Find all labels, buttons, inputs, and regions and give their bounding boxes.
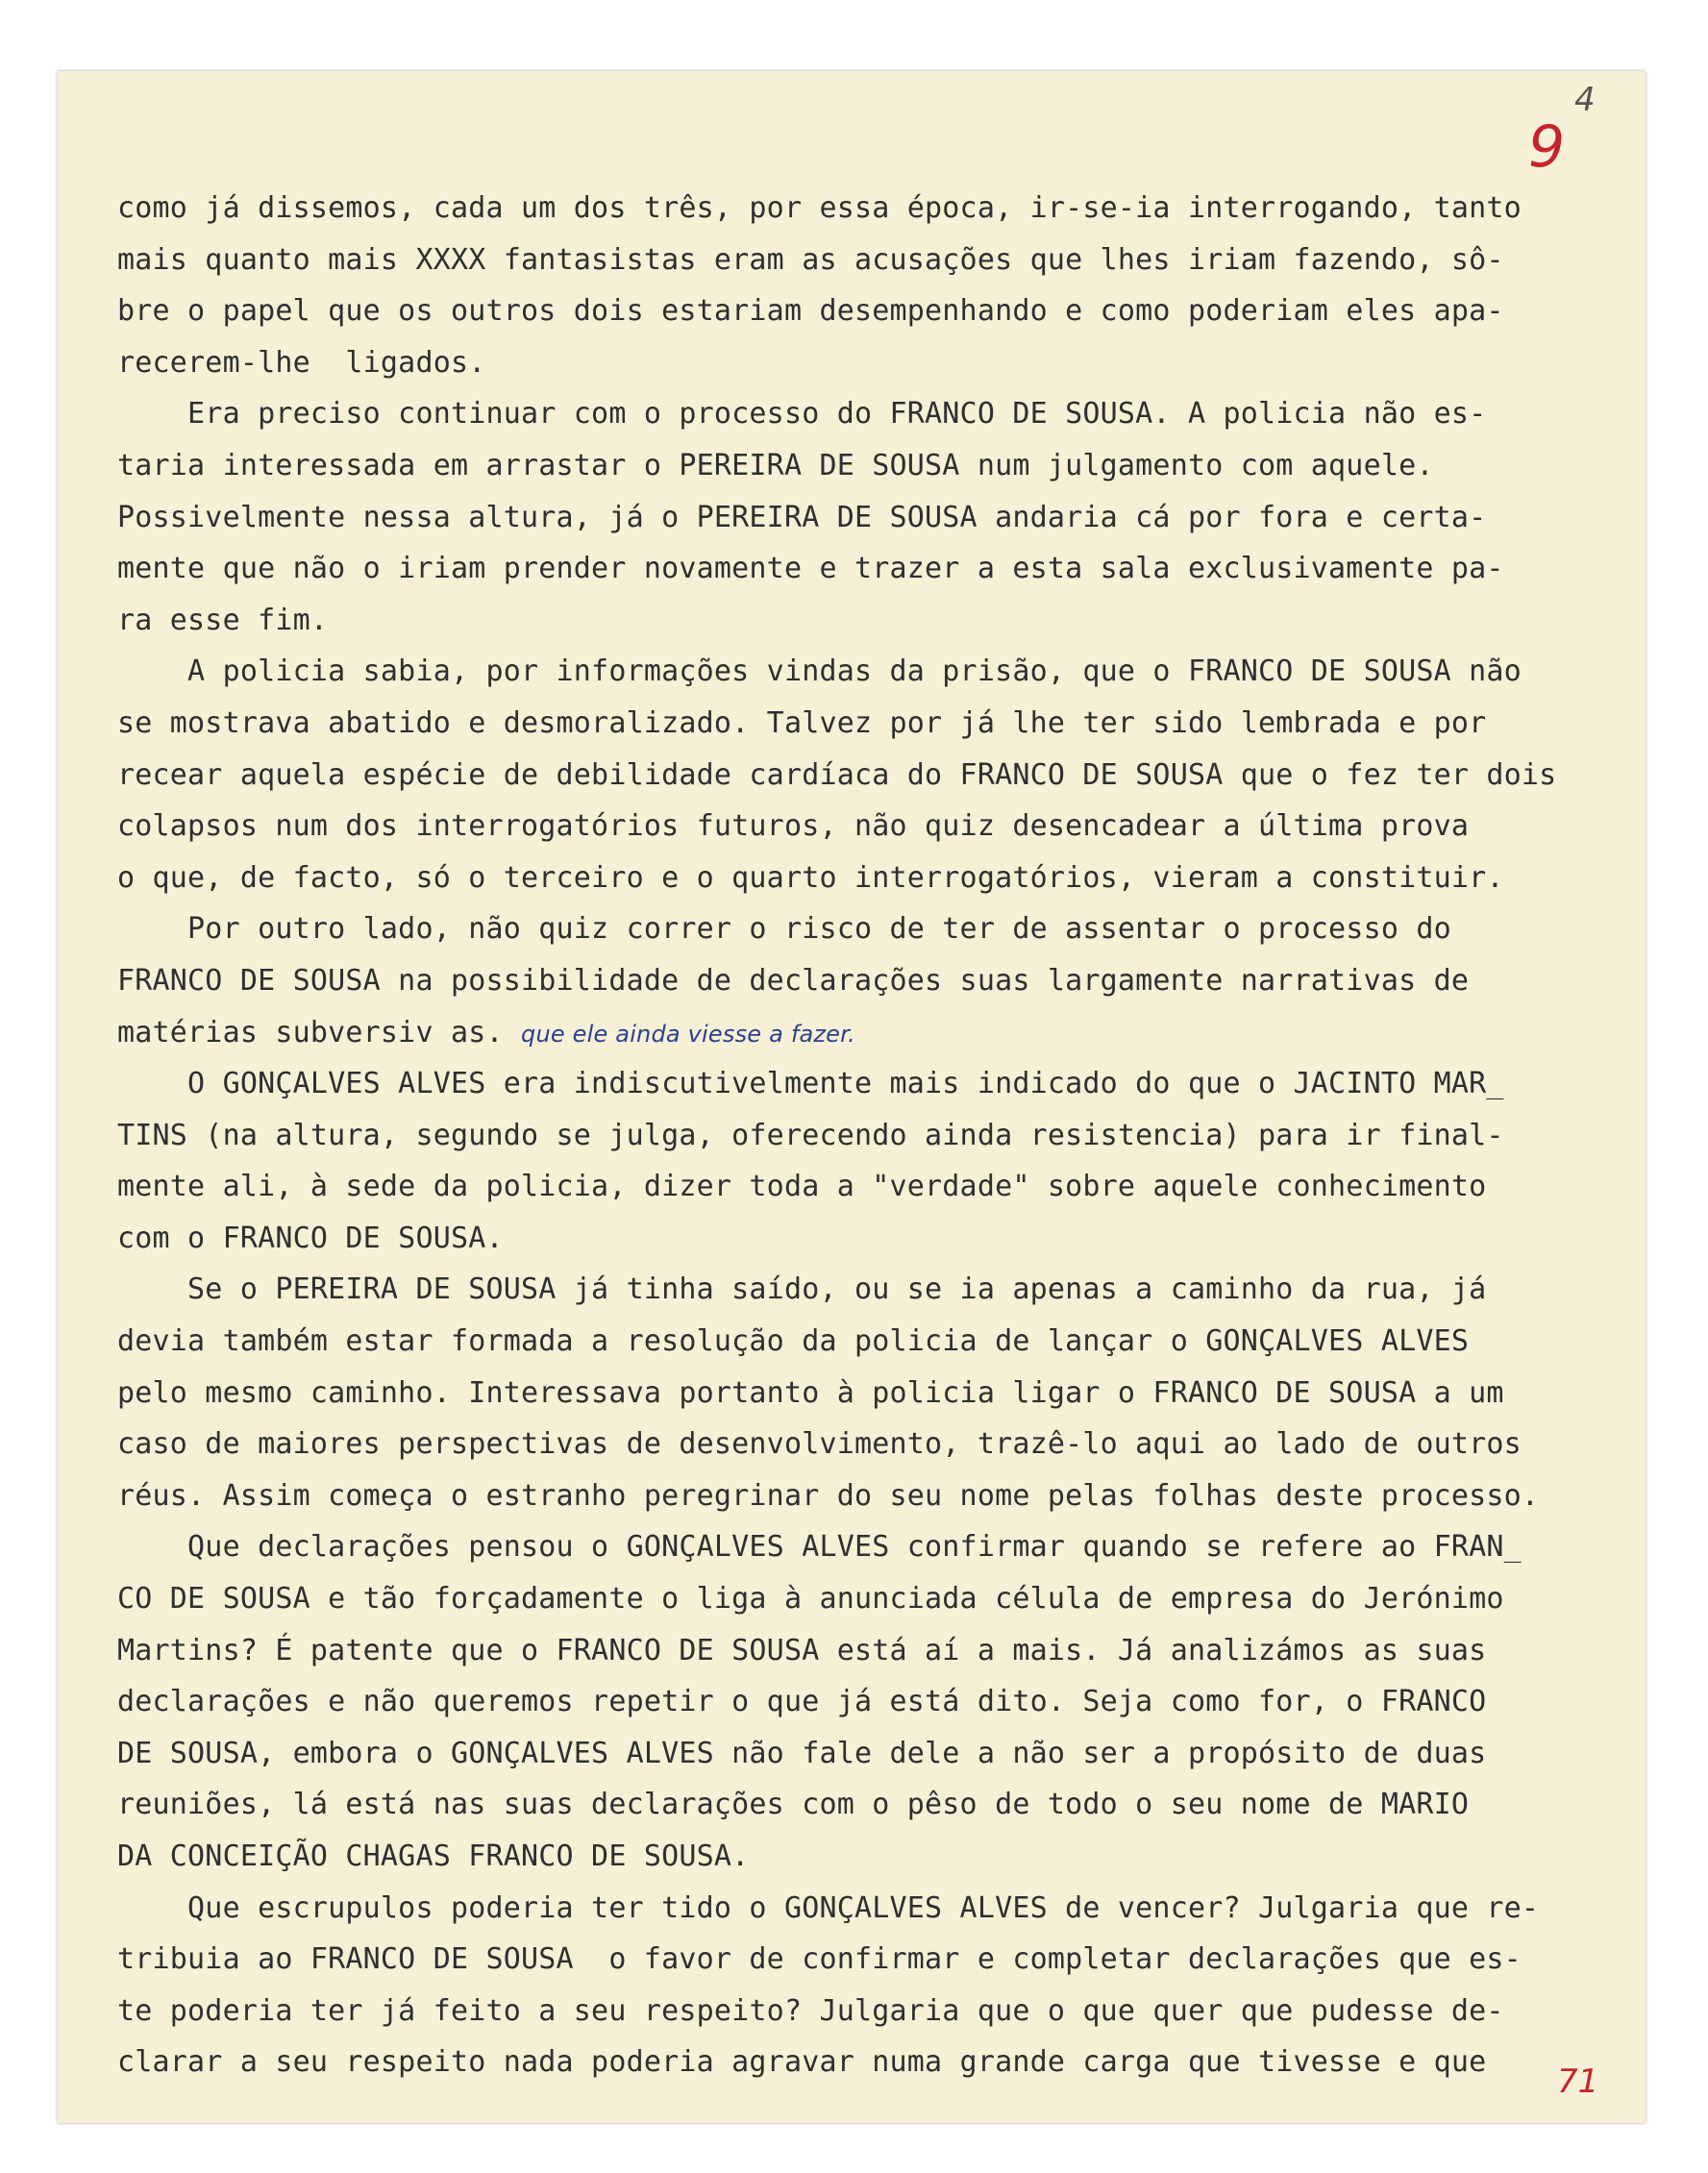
- text-line: [117, 2037, 1617, 2088]
- text-line: [117, 337, 1617, 389]
- typed-text: o que, de facto, só o terceiro e o quarto interrogatórios, vieram a constituir.: [117, 860, 1504, 895]
- text-line: [117, 1470, 1617, 1522]
- typed-text: matérias subversiv as.: [117, 1015, 522, 1049]
- typed-text: réus. Assim começa o estranho peregrinar do seu nome pelas folhas deste processo.: [117, 1478, 1540, 1513]
- typed-text: pelo mesmo caminho. Interessava portanto à policia ligar o FRANCO DE SOUSA a um: [117, 1375, 1504, 1410]
- typed-text: com o FRANCO DE SOUSA.: [117, 1221, 504, 1255]
- typewritten-page: [58, 71, 1646, 2123]
- typed-text: tribuia ao FRANCO DE SOUSA o favor de confirmar e completar declarações que es-: [117, 1942, 1522, 1977]
- text-line: [117, 235, 1617, 286]
- typed-text: caso de maiores perspectivas de desenvolvimento, trazê-lo aqui ao lado de outros: [117, 1427, 1522, 1462]
- text-line: [117, 1883, 1617, 1935]
- typed-text: Que declarações pensou o GONÇALVES ALVES confirmar quando se refere ao FRAN_: [117, 1530, 1522, 1565]
- typed-text: recerem-lhe ligados.: [117, 345, 486, 380]
- typed-text: Que escrupulos poderia ter tido o GONÇALVES ALVES de vencer? Julgaria que re-: [117, 1890, 1540, 1925]
- typed-text: TINS (na altura, segundo se julga, oferecendo ainda resistencia) para ir final-: [117, 1118, 1504, 1152]
- typed-text: bre o papel que os outros dois estariam desempenhando e como poderiam eles apa-: [117, 294, 1504, 329]
- text-line: [117, 852, 1617, 904]
- text-line: [117, 801, 1617, 852]
- text-line: [117, 595, 1617, 647]
- body-text: [117, 183, 1617, 2088]
- text-line: [117, 1007, 1617, 1059]
- bottom-page-number: 71: [1557, 2062, 1599, 2101]
- typed-text: colapsos num dos interrogatórios futuros, não quiz desencadear a última prova: [117, 809, 1470, 844]
- handwritten-annotation: que ele ainda viesse a fazer.: [521, 1020, 855, 1048]
- text-line: [117, 1058, 1617, 1110]
- typed-text: mente que não o iriam prender novamente e trazer a esta sala exclusivamente pa-: [117, 552, 1504, 586]
- typed-text: FRANCO DE SOUSA na possibilidade de declarações suas largamente narrativas de: [117, 963, 1470, 998]
- text-line: [117, 440, 1617, 492]
- text-line: [117, 1419, 1617, 1470]
- typed-text: se mostrava abatido e desmoralizado. Talvez por já lhe ter sido lembrada e por: [117, 705, 1487, 740]
- text-line: [117, 1986, 1617, 2037]
- typed-text: Por outro lado, não quiz correr o risco de ter de assentar o processo do: [117, 912, 1451, 947]
- typed-text: mais quanto mais XXXX fantasistas eram as acusações que lhes iriam fazendo, sô-: [117, 242, 1504, 277]
- text-line: [117, 1264, 1617, 1316]
- text-line: [117, 903, 1617, 955]
- text-line: [117, 1831, 1617, 1883]
- typed-text: A policia sabia, por informações vindas da prisão, que o FRANCO DE SOUSA não: [117, 654, 1522, 689]
- typed-text: reuniões, lá está nas suas declarações com o pêso de todo o seu nome de MARIO: [117, 1788, 1470, 1822]
- text-line: [117, 1676, 1617, 1728]
- text-line: [117, 183, 1617, 235]
- typed-text: CO DE SOUSA e tão forçadamente o liga à anunciada célula de empresa do Jerónimo: [117, 1582, 1504, 1617]
- text-line: [117, 1521, 1617, 1573]
- typed-text: DA CONCEIÇÃO CHAGAS FRANCO DE SOUSA.: [117, 1840, 750, 1873]
- text-line: [117, 1728, 1617, 1780]
- text-line: [117, 1934, 1617, 1986]
- text-line: [117, 388, 1617, 440]
- pencil-page-number: 4: [1574, 81, 1596, 119]
- text-line: [117, 1110, 1617, 1162]
- text-line: [117, 750, 1617, 802]
- typed-text: Martins? É patente que o FRANCO DE SOUSA está aí a mais. Já analizámos as suas: [117, 1633, 1487, 1667]
- typed-text: ra esse fim.: [117, 603, 329, 637]
- text-line: [117, 1779, 1617, 1831]
- typed-text: Possivelmente nessa altura, já o PEREIRA DE SOUSA andaria cá por fora e certa-: [117, 500, 1487, 534]
- text-line: [117, 1625, 1617, 1677]
- typed-text: clarar a seu respeito nada poderia agravar numa grande carga que tivesse e que: [117, 2045, 1487, 2080]
- typed-text: taria interessada em arrastar o PEREIRA DE SOUSA num julgamento com aquele.: [117, 448, 1434, 482]
- red-page-number: 9: [1528, 113, 1566, 181]
- typed-text: recear aquela espécie de debilidade cardíaca do FRANCO DE SOUSA que o fez ter dois: [117, 757, 1557, 792]
- typed-text: como já dissemos, cada um dos três, por essa época, ir-se-ia interrogando, tanto: [117, 191, 1522, 225]
- text-line: [117, 1161, 1617, 1213]
- text-line: [117, 955, 1617, 1007]
- text-line: [117, 543, 1617, 595]
- text-line: [117, 492, 1617, 544]
- typed-text: O GONÇALVES ALVES era indiscutivelmente mais indicado do que o JACINTO MAR_: [117, 1067, 1504, 1101]
- typed-text: mente ali, à sede da policia, dizer toda a "verdade" sobre aquele conhecimento: [117, 1170, 1487, 1204]
- text-line: [117, 1316, 1617, 1368]
- text-line: [117, 698, 1617, 750]
- typed-text: Era preciso continuar com o processo do FRANCO DE SOUSA. A policia não es-: [117, 397, 1487, 432]
- text-line: [117, 1573, 1617, 1625]
- typed-text: Se o PEREIRA DE SOUSA já tinha saído, ou se ia apenas a caminho da rua, já: [117, 1272, 1487, 1307]
- text-line: [117, 285, 1617, 337]
- text-line: [117, 646, 1617, 698]
- typed-text: devia também estar formada a resolução da policia de lançar o GONÇALVES ALVES: [117, 1324, 1470, 1359]
- typed-text: DE SOUSA, embora o GONÇALVES ALVES não fale dele a não ser a propósito de duas: [117, 1736, 1487, 1770]
- typed-text: te poderia ter já feito a seu respeito? Julgaria que o que quer que pudesse de-: [117, 1993, 1504, 2028]
- text-line: [117, 1368, 1617, 1420]
- typed-text: declarações e não queremos repetir o que já está dito. Seja como for, o FRANCO: [117, 1685, 1487, 1719]
- text-line: [117, 1213, 1617, 1265]
